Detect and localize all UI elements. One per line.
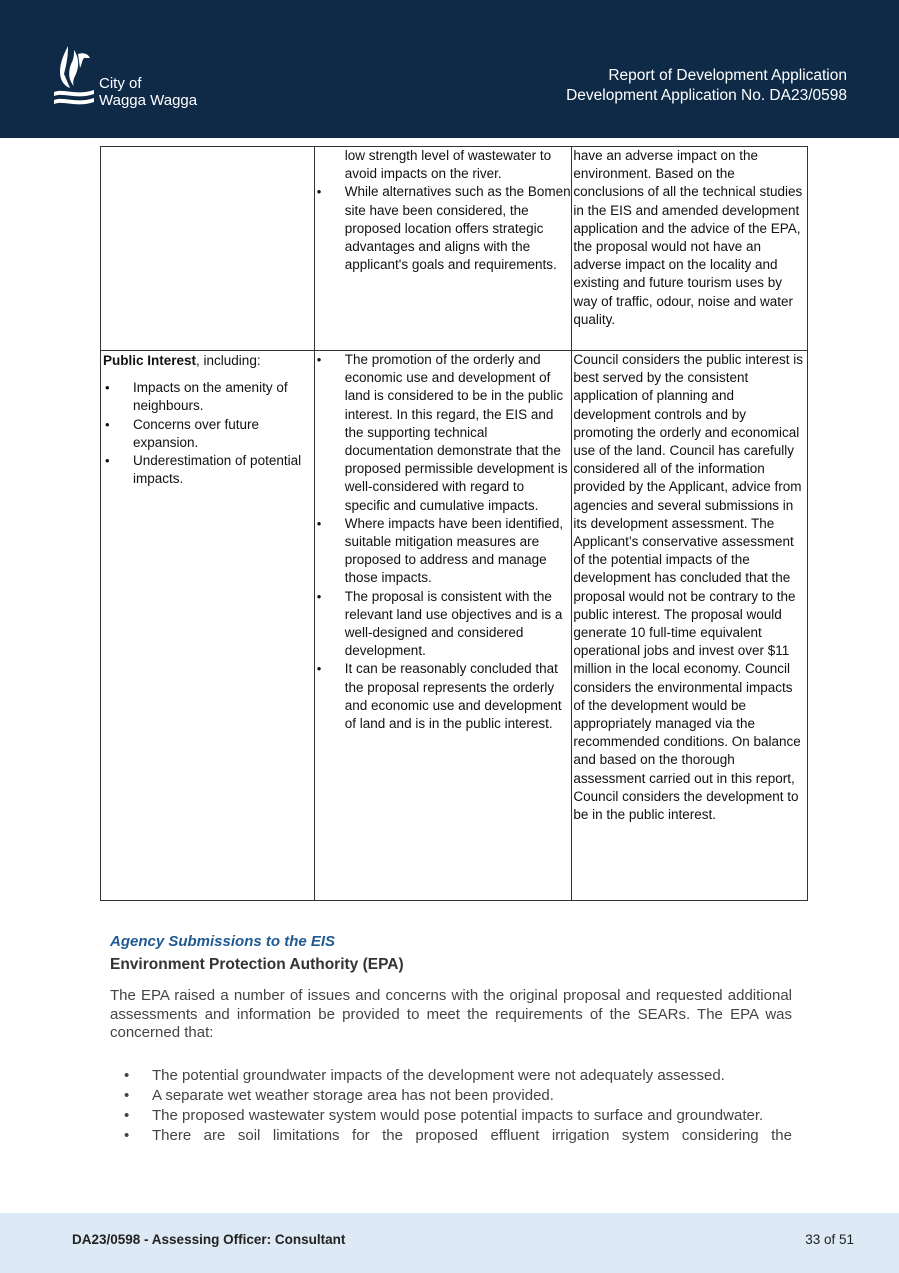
logo-text [99, 75, 197, 109]
list-item [110, 1126, 792, 1146]
list-item: • A separate wet weather storage area has not been provided. [110, 1086, 792, 1106]
page-number: 33 of 51 [805, 1232, 854, 1247]
table-row [101, 147, 808, 351]
issue-title-rest: , including: [196, 353, 261, 368]
assessment-table [100, 146, 808, 901]
table-cell-response [314, 147, 572, 351]
logo-line-2: Wagga Wagga [99, 92, 198, 109]
list-item: • The potential groundwater impacts of the development were not adequately assessed. [110, 1066, 792, 1086]
issue-title-bold: Public Interest [103, 353, 197, 368]
table-cell-assessment: Council considers the public interest is best served by the consistent application of planning and development controls and by promoting the orderly and economical use of the land. Council has carefully considered all of the information provided by the Applicant, advice from agencies and several submissions in its development assessment. The Applicant’s conservative assessment of the potential impacts of the development has concluded that the proposal would not be contrary to the public interest. The proposal would generate 10 full-time equivalent operational jobs and invest over $11 million in the local economy. Council considers the environmental impacts of the development would be appropriately managed via the recommended conditions. On balance and based on the thorough assessment carried out in this report, Council considers the development to be in the public interest. [572, 351, 808, 901]
list-item: low strength level of wastewater to avoid impacts on the river. [344, 148, 552, 182]
council-logo [54, 44, 214, 114]
page-header [0, 0, 899, 138]
table-cell-response [314, 351, 572, 901]
page-footer [0, 1213, 899, 1273]
list-item: • The promotion of the orderly and economic use and development of land is considered to be in the public interest. In this regard, the EIS and the supporting technical documentation demonstrate that the proposed permissible development is well-considered with regard to specific and cumulative impacts. [315, 351, 572, 515]
section-subheading: Environment Protection Authority (EPA) [110, 956, 404, 973]
table-cell-issue [101, 147, 315, 351]
list-item: • Where impacts have been identified, suitable mitigation measures are proposed to address and manage those impacts. [315, 515, 572, 588]
report-title-line-1: Report of Development Application [608, 67, 847, 84]
bullet-text: • There are soil limitations for the proposed effluent irrigation system considering the [152, 1127, 792, 1144]
footer-reference: DA23/0598 - Assessing Officer: Consultant [72, 1232, 346, 1247]
concerns-list [110, 1066, 792, 1146]
report-title-line-2: Development Application No. DA23/0598 [566, 87, 847, 104]
table-row [101, 351, 808, 901]
list-item: • Impacts on the amenity of neighbours. [103, 379, 312, 415]
table-cell-issue [101, 351, 315, 901]
report-title [566, 66, 847, 106]
issue-title [103, 352, 312, 370]
list-item: • The proposal is consistent with the relevant land use objectives and is a well-designed and considered development. [315, 588, 572, 661]
table-cell-assessment: have an adverse impact on the environment. Based on the conclusions of all the technical studies in the EIS and amended development application and the advice of the EPA, the proposal would not have an adverse impact on the locality and existing and future tourism uses by way of traffic, odour, noise and water quality. [572, 147, 808, 351]
list-item: • Concerns over future expansion. [103, 416, 312, 452]
list-item: • Underestimation of potential impacts. [103, 452, 312, 488]
crane-bird-icon [54, 44, 98, 108]
list-item: • It can be reasonably concluded that the proposal represents the orderly and economic use and development of land and is in the public interest. [315, 660, 572, 733]
logo-line-1: City of [99, 75, 142, 92]
list-item: • The proposed wastewater system would pose potential impacts to surface and groundwater. [110, 1106, 792, 1126]
section-paragraph: The EPA raised a number of issues and concerns with the original proposal and requested additional assessments and information be provided to meet the requirements of the SEARs. The EPA was concerned that: [110, 987, 792, 1041]
list-item: • While alternatives such as the Bomen site have been considered, the proposed location offers strategic advantages and aligns with the applicant's goals and requirements. [315, 183, 572, 274]
section-heading: Agency Submissions to the EIS [110, 933, 336, 950]
